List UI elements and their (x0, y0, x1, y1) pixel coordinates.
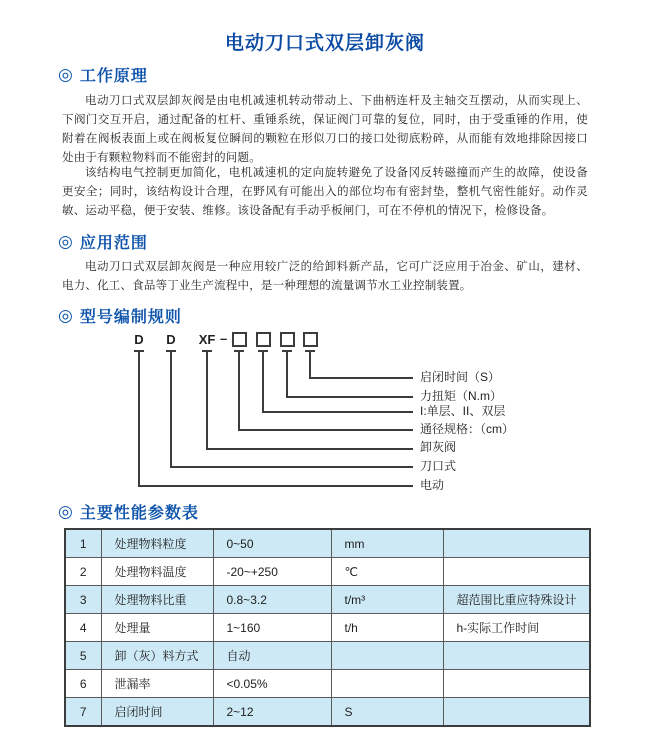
working-principle-paragraph-2: 该结构电气控制更加简化，电机减速机的定向旋转避免了设备冈反转磁撞而产生的故障，使设备更安全；同时，该结构设计合理，在野风有可能出入的部位均布有密封垫，整机气密性能好。动作灵敏、运动平稳，便于安装、维修。该设备配有手动乎板闸门，可在不停机的情况下，检修设备。 (62, 167, 588, 217)
table-row (65, 698, 590, 727)
param-name-cell: 处理物料粒度 (101, 529, 213, 558)
table-row (65, 586, 590, 614)
model-code-letter-1: D (134, 332, 144, 347)
section-bullet-icon: ◎ (58, 306, 73, 325)
diagram-label-open-close-time: 启闭时间（S） (420, 370, 501, 384)
diagram-label-torque: 力扭矩（N.m） (420, 389, 502, 403)
table-row (65, 670, 590, 698)
diagram-label-diameter-spec: 通径规格：（cm） (420, 422, 514, 436)
param-number-cell: 4 (65, 614, 101, 642)
table-row (65, 642, 590, 670)
param-number-cell: 6 (65, 670, 101, 698)
section-heading-working-principle (58, 63, 148, 86)
param-unit-cell: t/m³ (331, 586, 443, 614)
param-remark-cell: 超范围比重应特殊设计 (443, 586, 590, 614)
diagram-label-knife-type: 刀口式 (420, 459, 457, 473)
model-code-letter-3: XF (198, 332, 216, 347)
diagram-leader-line (238, 350, 240, 431)
param-remark-cell (443, 558, 590, 586)
param-unit-cell (331, 642, 443, 670)
page-title: 电动刀口式双层卸灰阀 (224, 32, 425, 54)
working-principle-paragraph-1: 电动刀口式双层卸灰阀是由电机减速机转动带动上、下曲柄连杆及主轴交互摆动，从而实现上、下阀门交互开启，通过配备的杠杆、重锤系统，保证阀门可靠的复位，同时，由于受重锤的作用，使附着在阀板表面上或在阀板复位瞬间的颗粒在形似刀口的接口处彻底粉碎，从而能有效地排除因接口处由于有颗粒物料而不能密封的问题。 (62, 95, 588, 164)
param-unit-cell (331, 670, 443, 698)
diagram-leader-line (170, 350, 172, 468)
diagram-label-electric: 电动 (420, 478, 445, 492)
section-heading-model-rules (58, 304, 182, 327)
section-title-model-rules: 型号编制规则 (79, 309, 182, 326)
table-row (65, 529, 590, 558)
param-number-cell: 3 (65, 586, 101, 614)
param-name-cell: 处理物料温度 (101, 558, 213, 586)
param-value-cell: 自动 (213, 642, 331, 670)
param-remark-cell (443, 642, 590, 670)
param-unit-cell: t/h (331, 614, 443, 642)
table-row (65, 614, 590, 642)
diagram-leader-line (286, 396, 413, 398)
diagram-label-ash-valve: 卸灰阀 (420, 440, 457, 454)
param-name-cell: 启闭时间 (101, 698, 213, 727)
diagram-leader-line (206, 350, 208, 450)
section-title-application-range: 应用范围 (79, 235, 148, 252)
diagram-leader-line (309, 350, 311, 379)
diagram-label-layer-type: I:单层、II、双层 (420, 404, 506, 418)
diagram-leader-line (262, 350, 264, 413)
param-unit-cell: mm (331, 529, 443, 558)
model-code-separator: – (220, 331, 228, 346)
diagram-leader-line (138, 485, 413, 487)
application-range-paragraph: 电动刀口式双层卸灰阀是一种应用较广泛的给卸料新产品，它可广泛应用于冶金、矿山，建材、电力、化工、食品等丁业生产流程中，是一种理想的流量调节水工业控制装置。 (62, 261, 588, 292)
param-name-cell: 卸（灰）料方式 (101, 642, 213, 670)
param-value-cell: 0.8~3.2 (213, 586, 331, 614)
param-unit-cell: S (331, 698, 443, 727)
diagram-leader-line (286, 350, 288, 398)
param-unit-cell: ℃ (331, 558, 443, 586)
section-bullet-icon: ◎ (58, 232, 73, 251)
param-number-cell: 5 (65, 642, 101, 670)
param-value-cell: <0.05% (213, 670, 331, 698)
param-remark-cell (443, 529, 590, 558)
diagram-leader-line (238, 429, 413, 431)
model-code-diagram (62, 332, 592, 496)
model-code-box-4 (303, 332, 318, 347)
param-remark-cell: h-实际工作时间 (443, 614, 590, 642)
section-heading-application-range (58, 230, 148, 253)
param-number-cell: 1 (65, 529, 101, 558)
param-value-cell: 2~12 (213, 698, 331, 727)
table-row (65, 558, 590, 586)
model-code-letter-2: D (166, 332, 176, 347)
diagram-leader-line (170, 466, 413, 468)
parameters-table (64, 528, 591, 727)
diagram-leader-line (206, 448, 413, 450)
param-value-cell: 1~160 (213, 614, 331, 642)
param-name-cell: 泄漏率 (101, 670, 213, 698)
param-remark-cell (443, 698, 590, 727)
param-remark-cell (443, 670, 590, 698)
model-code-box-3 (280, 332, 295, 347)
param-value-cell: 0~50 (213, 529, 331, 558)
section-title-working-principle: 工作原理 (79, 68, 148, 85)
diagram-leader-line (138, 350, 140, 487)
section-bullet-icon: ◎ (58, 65, 73, 84)
section-bullet-icon: ◎ (58, 502, 73, 521)
param-number-cell: 2 (65, 558, 101, 586)
diagram-leader-line (262, 411, 413, 413)
section-heading-parameters (58, 500, 199, 523)
param-number-cell: 7 (65, 698, 101, 727)
param-value-cell: -20~+250 (213, 558, 331, 586)
section-title-parameters: 主要性能参数表 (79, 505, 199, 522)
param-name-cell: 处理物料比重 (101, 586, 213, 614)
diagram-leader-line (309, 377, 413, 379)
model-code-box-2 (256, 332, 271, 347)
param-name-cell: 处理量 (101, 614, 213, 642)
model-code-box-1 (232, 332, 247, 347)
